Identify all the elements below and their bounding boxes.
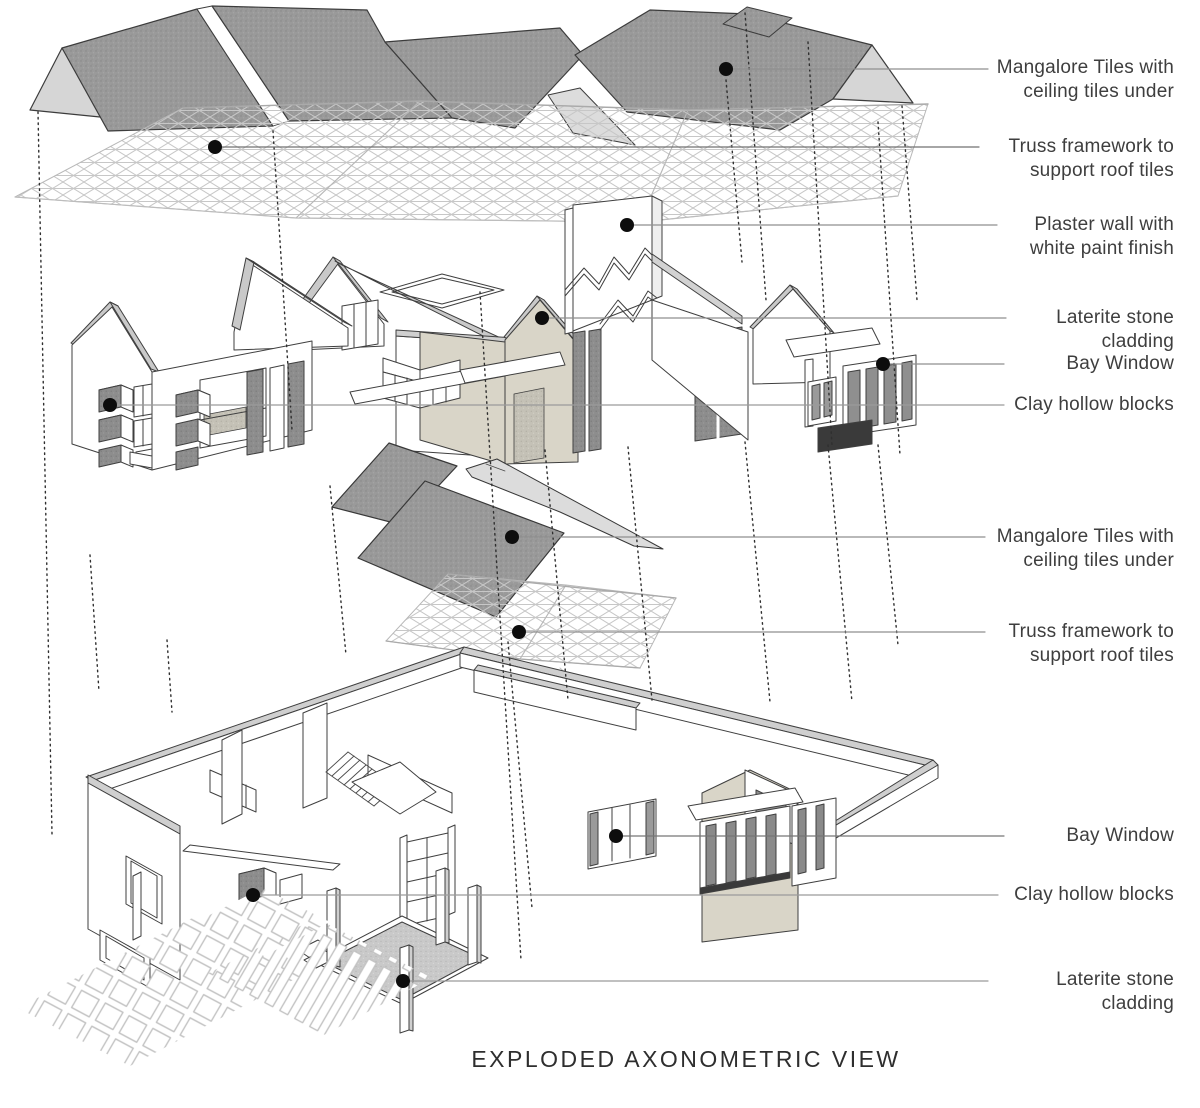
dark-panel-doors (247, 361, 304, 455)
annotation-line: Truss framework to (1008, 621, 1174, 642)
annotation-line: white paint finish (1029, 238, 1174, 259)
annotation-line: Bay Window (1066, 825, 1174, 846)
callout-dot (103, 398, 117, 412)
canopy-slab (183, 845, 340, 870)
callout-dot (876, 357, 890, 371)
callout-dot (208, 140, 222, 154)
annotation-line: cladding (1101, 331, 1174, 352)
callout-dot (620, 218, 634, 232)
diagram-title: EXPLODED AXONOMETRIC VIEW (471, 1046, 901, 1072)
wall-slab (303, 703, 327, 808)
annotation-line: support roof tiles (1029, 645, 1174, 666)
annotation-truss-framework-top (1009, 135, 1174, 183)
callout-dot (396, 974, 410, 988)
callout-dot (535, 311, 549, 325)
wall-cap (460, 647, 933, 766)
annotation-clay-blocks-ground (1014, 883, 1174, 907)
annotation-line: Mangalore Tiles with (996, 57, 1174, 78)
annotation-line: Laterite stone (1056, 307, 1174, 328)
annotation-line: Laterite stone (1056, 969, 1174, 990)
stair-upper-wall (352, 762, 436, 814)
wall-cap (86, 647, 470, 781)
annotation-laterite-upper (1056, 306, 1174, 354)
annotation-line: Clay hollow blocks (1014, 884, 1174, 905)
callout-dot (719, 62, 733, 76)
annotation-bay-window-upper (1066, 352, 1174, 376)
annotation-laterite-ground (1056, 968, 1174, 1016)
callout-dot (609, 829, 623, 843)
side-window-unit (792, 798, 836, 886)
annotation-line: cladding (1101, 993, 1174, 1014)
annotation-line: Mangalore Tiles with (996, 526, 1174, 547)
annotation-line: ceiling tiles under (1023, 81, 1174, 102)
wall-face (460, 653, 929, 780)
annotation-plaster-wall (1030, 213, 1174, 261)
annotation-clay-blocks-upper (1014, 393, 1174, 417)
annotation-mangalore-tiles-mid (997, 525, 1174, 573)
annotation-line: Truss framework to (1008, 136, 1174, 157)
fence-post (133, 872, 141, 940)
annotation-mangalore-tiles-top (997, 56, 1174, 104)
truss-panel (640, 104, 928, 222)
callout-dot (512, 625, 526, 639)
upper-floor-layer (71, 196, 916, 470)
stepping-stones (18, 888, 432, 1066)
annotation-line: Clay hollow blocks (1014, 394, 1174, 415)
callout-dot (246, 888, 260, 902)
annotation-bay-window-ground (1066, 824, 1174, 848)
annotation-line: ceiling tiles under (1023, 550, 1174, 571)
annotation-truss-framework-mid (1009, 620, 1174, 668)
annotation-line: Bay Window (1066, 353, 1174, 374)
callout-dot (505, 530, 519, 544)
annotation-line: Plaster wall with (1034, 214, 1174, 235)
bay-window-ground (688, 788, 803, 894)
wall-slab (222, 730, 242, 824)
annotation-line: support roof tiles (1029, 160, 1174, 181)
bay-window-upper (786, 328, 916, 452)
